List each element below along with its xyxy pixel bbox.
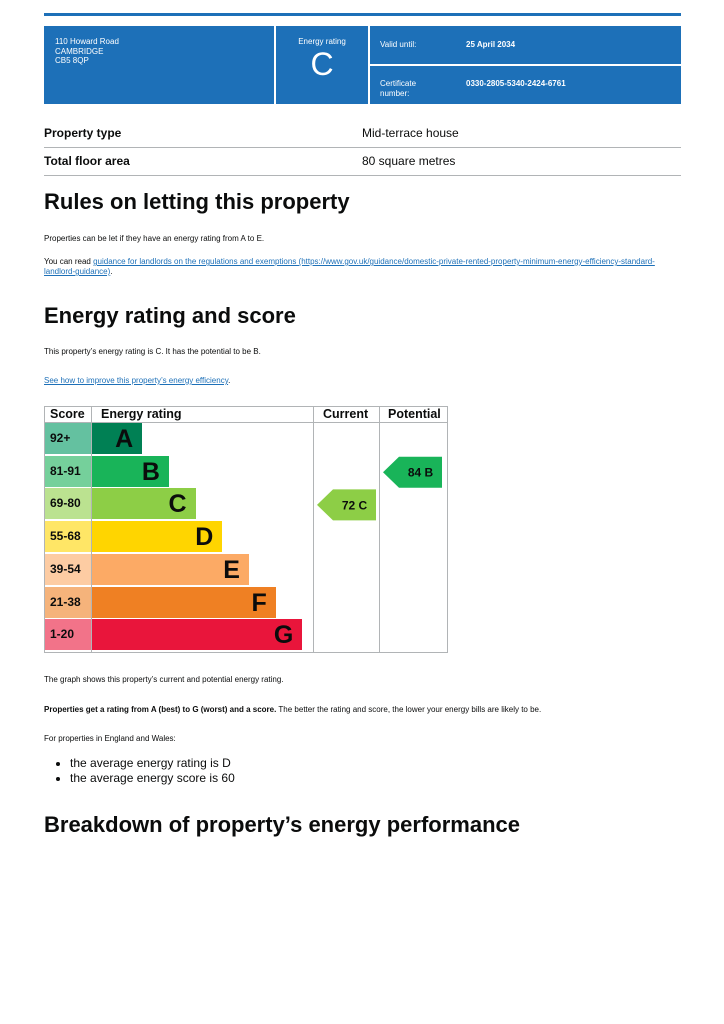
list-item: • the average energy rating is D [70,756,235,771]
column-header-energy-rating: Energy rating [101,407,182,421]
summary-value: 80 square metres [362,154,456,168]
band-score-g: 1-20 [45,619,91,650]
potential-rating-arrow [44,406,448,653]
summary-row-property-type [44,120,681,148]
letting-para-2 [44,257,674,277]
certificate-label-line-2: number: [380,88,410,98]
address-line-1: 110 Howard Road [55,37,119,46]
energy-improve-para [44,376,674,386]
summary-key: Property type [44,126,122,140]
rating-explanation-bold: Properties get a rating from A (best) to G (worst) and a score. [44,705,277,714]
band-score-f: 21-38 [45,587,91,618]
letting-para-1: Properties can be let if they have an energy rating from A to E. [44,234,265,243]
potential-rating-arrow-label: 84 B [407,465,434,480]
certificate-label-line-1: Certificate [380,79,417,88]
valid-until-label: Valid until: [380,40,417,49]
current-rating-arrow-label: 72 C [341,498,368,513]
band-bar-a: A [92,423,142,454]
rating-explanation-rest: The better the rating and score, the lower your energy bills are likely to be. [276,705,542,714]
valid-until-value: 25 April 2034 [466,40,516,49]
valid-until-block [370,26,681,64]
breakdown-heading: Breakdown of property’s energy performance [44,812,520,837]
rating-explanation [44,705,674,715]
summary-value: Mid-terrace house [362,126,459,140]
band-bar-b: B [92,456,169,487]
energy-rating-chart [44,406,448,653]
certificate-header [44,26,681,104]
band-bar-e: E [92,554,249,585]
column-header-score: Score [50,407,85,421]
address-line-2: CAMBRIDGE [55,46,104,56]
list-item: • the average energy score is 60 [70,771,235,786]
energy-para-1: This property’s energy rating is C. It has the potential to be B. [44,347,261,356]
letting-heading: Rules on letting this property [44,189,350,214]
certificate-number-label [380,79,416,98]
averages-list [44,756,235,786]
summary-row-floor-area [44,148,681,176]
certificate-number-value: 0330-2805-5340-2424-6761 [466,79,566,88]
top-rule [44,13,681,16]
band-bar-d: D [92,521,222,552]
column-header-current: Current [323,407,369,421]
landlord-guidance-link[interactable]: guidance for landlords on the regulations and exemptions (https://www.gov.uk/guidance/domestic-private-rented-property-minimum-energy-efficiency-standard-landlord-guidance) [44,257,655,276]
summary-key: Total floor area [44,154,130,168]
letting-para-2-prefix: You can read [44,257,94,266]
band-bar-c: C [92,488,196,519]
certificate-number-block [370,66,681,104]
band-score-e: 39-54 [45,554,91,585]
band-bar-f: F [92,587,276,618]
improve-suffix: . [228,376,231,385]
energy-rating-letter: C [310,46,334,82]
england-wales-intro: For properties in England and Wales: [44,734,176,743]
energy-rating-label: Energy rating [298,37,346,46]
address-line-3: CB5 8QP [55,56,89,65]
improve-efficiency-link[interactable]: See how to improve this property’s energy efficiency [44,376,229,385]
graph-note: The graph shows this property’s current and potential energy rating. [44,675,284,684]
energy-rating-block [276,26,368,104]
column-header-potential: Potential [388,407,441,421]
band-score-c: 69-80 [45,488,91,519]
band-bar-g: G [92,619,302,650]
address-block [44,26,274,104]
band-score-a: 92+ [45,423,91,454]
energy-heading: Energy rating and score [44,303,296,328]
letting-para-2-suffix: . [110,267,113,276]
band-score-b: 81-91 [45,456,91,487]
band-score-d: 55-68 [45,521,91,552]
